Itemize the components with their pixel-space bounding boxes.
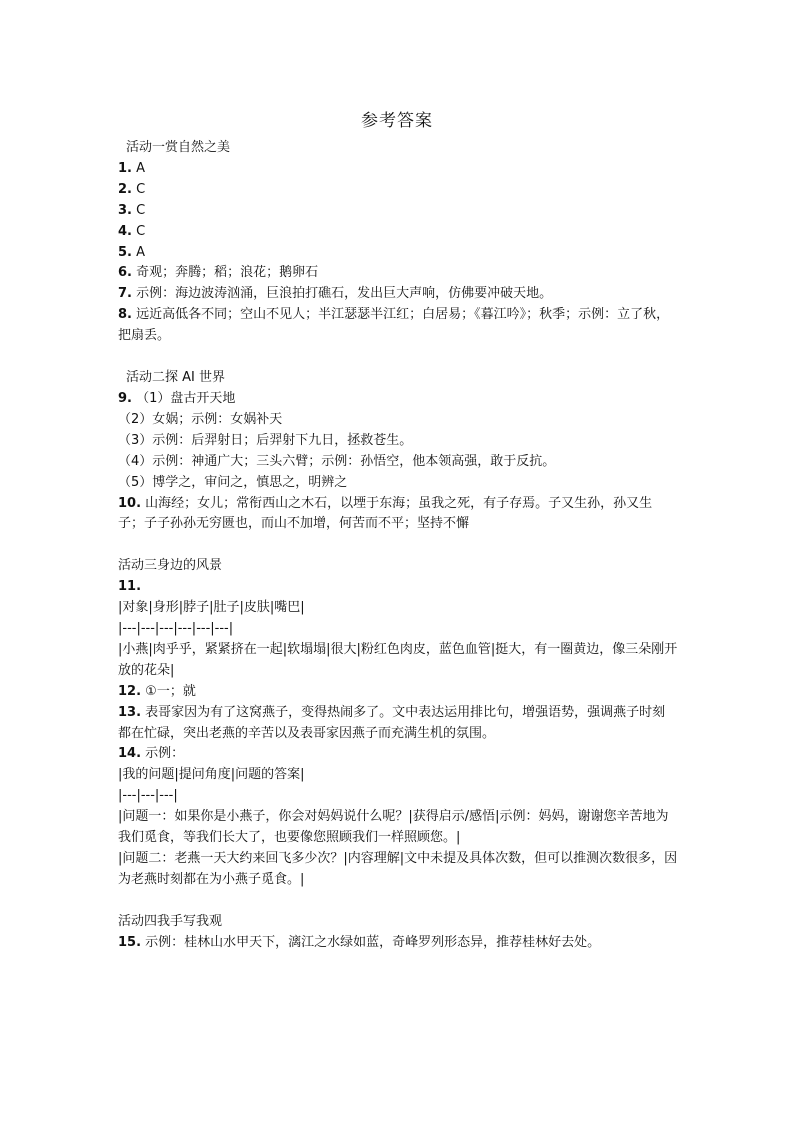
item-text: C	[136, 181, 146, 197]
spacer	[118, 535, 678, 556]
item-text: ①一；就	[145, 683, 196, 699]
item-number: 2.	[118, 181, 132, 197]
item-number: 3.	[118, 202, 132, 218]
item-text: C	[136, 202, 146, 218]
sub-answer: （4）示例：神通广大；三头六臂；示例：孙悟空，他本领高强，敢于反抗。	[118, 453, 556, 469]
sub-answer: （5）博学之，审问之，慎思之，明辨之	[118, 474, 348, 490]
answer-content	[118, 138, 678, 954]
answer-item	[118, 201, 678, 222]
item-number: 1.	[118, 160, 132, 176]
item-text: 示例：	[145, 746, 185, 762]
page-title: 参考答案	[361, 111, 433, 131]
item-number: 12.	[118, 683, 142, 699]
item-number: 15.	[118, 934, 142, 950]
answer-item	[118, 284, 678, 305]
item-text: A	[136, 160, 146, 176]
answer-item	[118, 159, 678, 180]
spacer	[118, 891, 678, 912]
answer-item	[118, 180, 678, 201]
table-row-text: |问题一：如果你是小燕子，你会对妈妈说什么呢？|获得启示/感悟|示例：妈妈，谢谢您辛苦地为我们觅食，等我们长大了，也要像您照顾我们一样照顾您。|	[118, 809, 669, 846]
table-row-text: |---|---|---|---|---|---|	[118, 621, 234, 637]
sub-answer: （2）女娲；示例：女娲补天	[118, 411, 283, 427]
item-text: 奇观；奔腾；稻；浪花；鹅卵石	[136, 265, 319, 281]
item-text: 表哥家因为有了这窝燕子，变得热闹多了。文中表达运用排比句，增强语势，强调燕子时刻都在忙碌，突出老燕的辛苦以及表哥家因燕子而充满生机的氛围。	[118, 704, 666, 741]
item-text: 示例：桂林山水甲天下，漓江之水绿如蓝，奇峰罗列形态异，推荐桂林好去处。	[145, 934, 601, 950]
table-row-text: |问题二：老燕一天大约来回飞多少次？|内容理解|文中未提及具体次数，但可以推测次数很多，因为老燕时刻都在为小燕子觅食。|	[118, 851, 678, 887]
answer-item	[118, 389, 678, 410]
answer-item	[118, 682, 678, 703]
item-number: 14.	[118, 746, 142, 762]
answer-item	[118, 263, 678, 284]
item-text: （1）盘古开天地	[136, 390, 236, 406]
item-number: 13.	[118, 704, 142, 720]
item-number: 10.	[118, 495, 142, 511]
section-heading-activity2: 活动二探 AI 世界	[126, 370, 225, 386]
table-row-text: |我的问题|提问角度|问题的答案|	[118, 767, 305, 783]
item-number: 7.	[118, 286, 132, 302]
table-row-text: |对象|身形|脖子|肚子|皮肤|嘴巴|	[118, 600, 305, 616]
answer-item	[118, 494, 678, 536]
section-heading-activity3: 活动三身边的风景	[118, 558, 223, 574]
item-text: 山海经；女儿；常衔西山之木石，以堙于东海；虽我之死，有子存焉。子又生孙，孙又生子；子子孙孙无穷匮也，而山不加增，何苦而不平；坚持不懈	[118, 495, 653, 532]
sub-answer: （3）示例：后羿射日；后羿射下九日，拯救苍生。	[118, 432, 413, 448]
answer-item	[118, 577, 678, 598]
item-number: 4.	[118, 223, 132, 239]
item-number: 5.	[118, 244, 132, 260]
item-number: 9.	[118, 390, 132, 406]
item-text: 示例：海边波涛汹涌，巨浪拍打礁石，发出巨大声响，仿佛要冲破天地。	[136, 286, 553, 302]
spacer	[118, 347, 678, 368]
item-number: 6.	[118, 265, 132, 281]
answer-item	[118, 933, 678, 954]
section-heading-activity1: 活动一赏自然之美	[126, 140, 231, 155]
table-row-text: |---|---|---|	[118, 788, 178, 804]
answer-item	[118, 305, 678, 347]
table-row-text: |小燕|肉乎乎，紧紧挤在一起|软塌塌|很大|粉红色肉皮，蓝色血管|挺大，有一圈黄边，像三朵刚开放的花朵|	[118, 641, 678, 678]
item-text: C	[136, 223, 146, 239]
answer-item	[118, 243, 678, 264]
answer-item	[118, 222, 678, 243]
item-number: 11.	[118, 579, 142, 595]
answer-item	[118, 703, 678, 745]
section-heading-activity4: 活动四我手写我观	[118, 913, 223, 929]
answer-item	[118, 744, 678, 765]
item-text: 远近高低各不同；空山不见人；半江瑟瑟半江红；白居易；《暮江吟》；秋季；示例：立了秋，把扇丢。	[118, 307, 670, 344]
item-number: 8.	[118, 307, 132, 323]
item-text: A	[136, 244, 146, 260]
